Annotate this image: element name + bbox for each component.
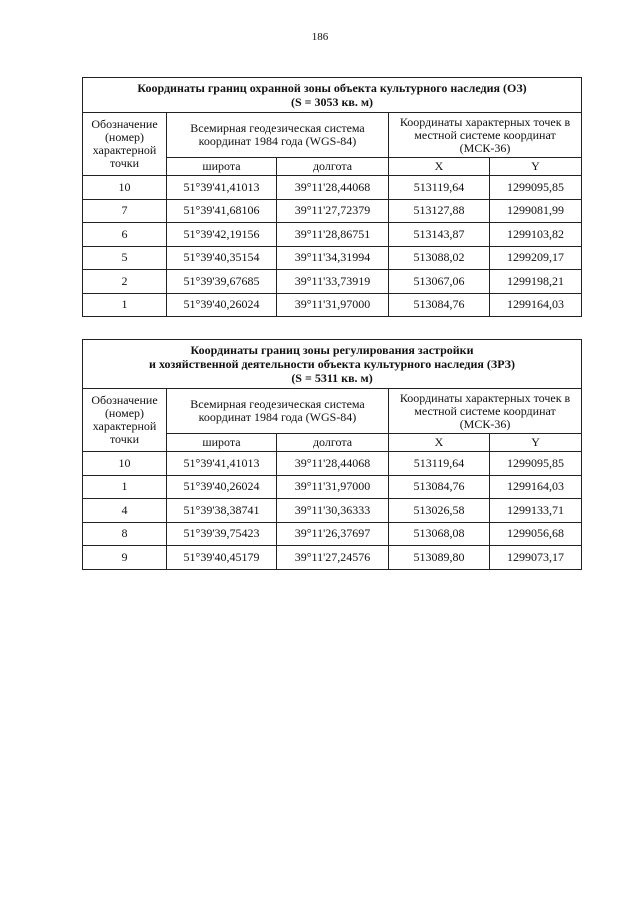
cell-latitude: 51°39'41,68106 — [167, 199, 277, 223]
table-title — [83, 78, 582, 113]
cell-x: 513088,02 — [389, 246, 490, 270]
cell-y: 1299056,68 — [490, 522, 582, 546]
table-row — [83, 452, 582, 476]
title-line: Координаты границ зоны регулирования застройки — [190, 343, 474, 357]
cell-x: 513084,76 — [389, 475, 490, 499]
cell-longitude: 39°11'28,44068 — [277, 176, 389, 200]
cell-longitude: 39°11'30,36333 — [277, 499, 389, 523]
title-line: и хозяйственной деятельности объекта культурного наследия (ЗРЗ) — [149, 357, 515, 371]
cell-point: 2 — [83, 270, 167, 294]
cell-y: 1299164,03 — [490, 293, 582, 317]
cell-latitude: 51°39'42,19156 — [167, 223, 277, 247]
cell-longitude: 39°11'31,97000 — [277, 293, 389, 317]
cell-latitude: 51°39'39,75423 — [167, 522, 277, 546]
cell-longitude: 39°11'28,86751 — [277, 223, 389, 247]
table-row — [83, 475, 582, 499]
subheader-longitude: долгота — [277, 434, 389, 452]
cell-point: 10 — [83, 452, 167, 476]
table-row — [83, 293, 582, 317]
subheader-y: Y — [490, 158, 582, 176]
cell-longitude: 39°11'31,97000 — [277, 475, 389, 499]
table-row — [83, 199, 582, 223]
cell-point: 5 — [83, 246, 167, 270]
cell-latitude: 51°39'41,41013 — [167, 176, 277, 200]
title-line: Координаты границ охранной зоны объекта культурного наследия (ОЗ) — [137, 81, 527, 95]
table-row — [83, 246, 582, 270]
cell-latitude: 51°39'40,26024 — [167, 475, 277, 499]
cell-point: 7 — [83, 199, 167, 223]
cell-longitude: 39°11'27,24576 — [277, 546, 389, 570]
column-header-point: Обозначение (номер) характерной точки — [83, 113, 167, 176]
subheader-x: X — [389, 434, 490, 452]
cell-latitude: 51°39'41,41013 — [167, 452, 277, 476]
cell-point: 4 — [83, 499, 167, 523]
column-header-msk: Координаты характерных точек в местной системе координат (МСК-36) — [389, 389, 582, 434]
subheader-latitude: широта — [167, 434, 277, 452]
column-header-msk: Координаты характерных точек в местной системе координат (МСК-36) — [389, 113, 582, 158]
cell-x: 513026,58 — [389, 499, 490, 523]
cell-longitude: 39°11'34,31994 — [277, 246, 389, 270]
subheader-longitude: долгота — [277, 158, 389, 176]
cell-y: 1299103,82 — [490, 223, 582, 247]
cell-point: 8 — [83, 522, 167, 546]
cell-y: 1299095,85 — [490, 176, 582, 200]
cell-x: 513143,87 — [389, 223, 490, 247]
cell-longitude: 39°11'33,73919 — [277, 270, 389, 294]
cell-point: 1 — [83, 293, 167, 317]
column-header-point: Обозначение (номер) характерной точки — [83, 389, 167, 452]
cell-x: 513084,76 — [389, 293, 490, 317]
cell-y: 1299081,99 — [490, 199, 582, 223]
cell-latitude: 51°39'40,26024 — [167, 293, 277, 317]
cell-point: 10 — [83, 176, 167, 200]
cell-y: 1299209,17 — [490, 246, 582, 270]
cell-x: 513089,80 — [389, 546, 490, 570]
cell-longitude: 39°11'26,37697 — [277, 522, 389, 546]
title-line: (S = 5311 кв. м) — [291, 371, 373, 385]
cell-longitude: 39°11'28,44068 — [277, 452, 389, 476]
cell-point: 1 — [83, 475, 167, 499]
cell-latitude: 51°39'40,45179 — [167, 546, 277, 570]
table-row — [83, 522, 582, 546]
table-row — [83, 499, 582, 523]
cell-latitude: 51°39'39,67685 — [167, 270, 277, 294]
cell-x: 513127,88 — [389, 199, 490, 223]
column-header-wgs: Всемирная геодезическая система координат 1984 года (WGS-84) — [167, 113, 389, 158]
cell-x: 513119,64 — [389, 452, 490, 476]
cell-x: 513119,64 — [389, 176, 490, 200]
table-row — [83, 546, 582, 570]
table-row — [83, 270, 582, 294]
oz-coordinates-table — [82, 77, 582, 317]
zrz-coordinates-table — [82, 339, 582, 570]
page-number: 186 — [311, 31, 329, 43]
cell-longitude: 39°11'27,72379 — [277, 199, 389, 223]
cell-y: 1299073,17 — [490, 546, 582, 570]
table-row — [83, 176, 582, 200]
cell-point: 6 — [83, 223, 167, 247]
column-header-wgs: Всемирная геодезическая система координат 1984 года (WGS-84) — [167, 389, 389, 434]
cell-y: 1299164,03 — [490, 475, 582, 499]
table-row — [83, 223, 582, 247]
cell-latitude: 51°39'38,38741 — [167, 499, 277, 523]
title-line: (S = 3053 кв. м) — [290, 95, 374, 109]
cell-x: 513067,06 — [389, 270, 490, 294]
cell-y: 1299198,21 — [490, 270, 582, 294]
subheader-latitude: широта — [167, 158, 277, 176]
cell-y: 1299133,71 — [490, 499, 582, 523]
cell-latitude: 51°39'40,35154 — [167, 246, 277, 270]
cell-x: 513068,08 — [389, 522, 490, 546]
cell-point: 9 — [83, 546, 167, 570]
cell-y: 1299095,85 — [490, 452, 582, 476]
subheader-y: Y — [490, 434, 582, 452]
subheader-x: X — [389, 158, 490, 176]
table-title — [83, 340, 582, 389]
